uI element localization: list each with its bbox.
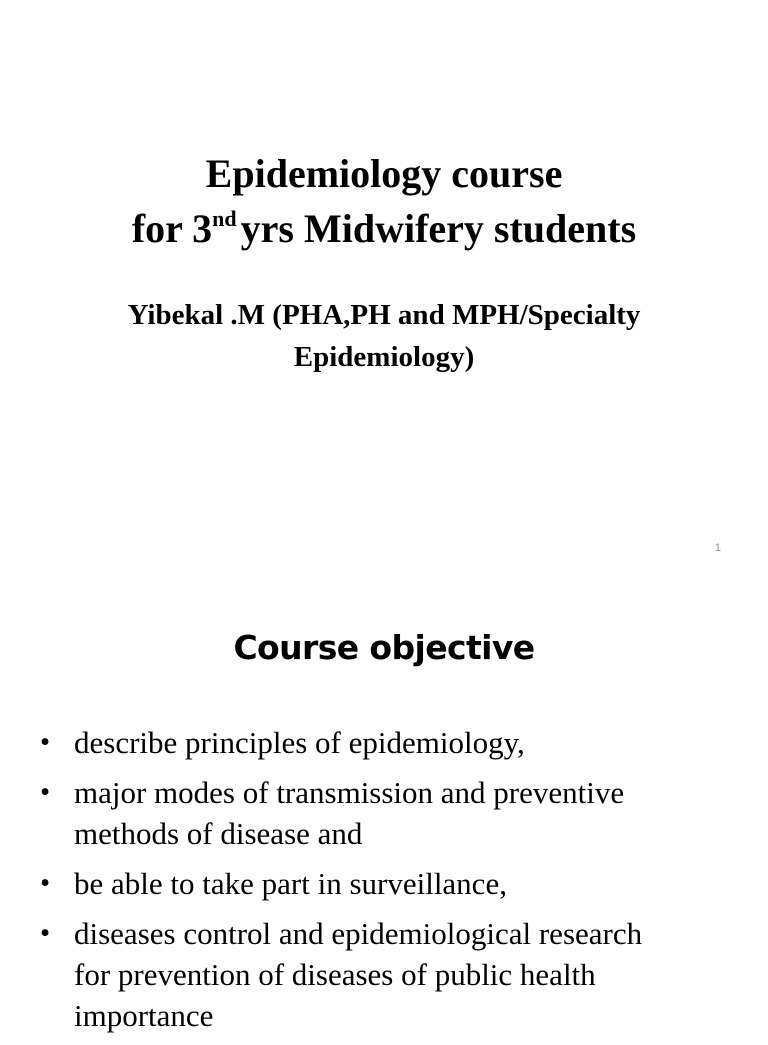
author-line-1: Yibekal .M (PHA,PH and MPH/Specialty (127, 299, 641, 331)
bullet-line: describe principles of epidemiology, (74, 725, 525, 760)
slide-title-line-1 (0, 150, 768, 198)
bullet-line: be able to take part in surveillance, (74, 866, 507, 901)
bullet-item (40, 772, 740, 854)
slide-2 (0, 580, 768, 1033)
slide-title-text-2b: yrs Midwifery students (240, 206, 637, 251)
bullet-line: diseases control and epidemiological research (74, 916, 643, 951)
bullet-line: importance (74, 998, 214, 1033)
slide-title-text-1: Epidemiology course (205, 151, 563, 196)
bullet-line: for prevention of diseases of public health (74, 957, 596, 992)
page-number: 1 (714, 542, 721, 554)
bullet-dot-icon: • (40, 867, 51, 899)
bullet-item (40, 722, 740, 763)
bullet-item (40, 863, 740, 904)
bullet-dot-icon: • (40, 776, 51, 808)
slide-title-text-2a: for 3 (131, 206, 213, 251)
bullet-dot-icon: • (40, 917, 51, 949)
bullet-item (40, 913, 740, 1036)
bullet-dot-icon: • (40, 726, 51, 758)
section-heading: Course objective (233, 628, 535, 667)
ordinal-superscript: nd (212, 206, 237, 231)
bullet-line: major modes of transmission and preventive (74, 775, 625, 810)
bullet-line: methods of disease and (74, 816, 363, 851)
slide-title-line-2 (0, 205, 768, 253)
author-line-2: Epidemiology) (293, 341, 475, 373)
objectives-list (40, 722, 740, 1045)
